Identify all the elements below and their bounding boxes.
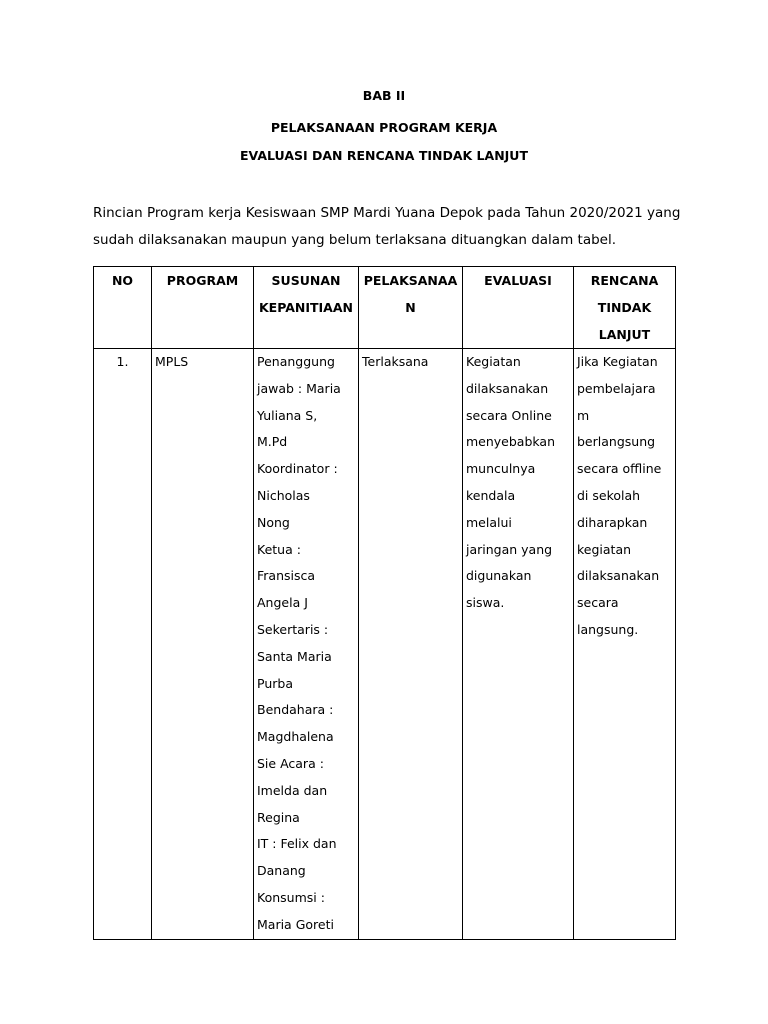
header-line: EVALUASI (484, 273, 552, 288)
cell-line: Santa Maria (257, 648, 332, 664)
cell-line: Sie Acara : (257, 755, 324, 771)
header-line: LANJUT (598, 327, 651, 342)
cell-line: secara Online (466, 407, 552, 423)
cell-line: Nong (257, 514, 290, 530)
intro-line: sudah dilaksanakan maupun yang belum terlaksana dituangkan dalam tabel. (93, 232, 617, 248)
table-row (94, 349, 676, 940)
cell-line: Terlaksana (362, 354, 429, 369)
cell-line: IT : Felix dan (257, 836, 337, 852)
cell-no: 1. (94, 349, 152, 940)
cell-line: dilaksanakan (577, 568, 660, 584)
cell-line: Ketua : (257, 541, 301, 557)
chapter-heading: BAB II (362, 88, 406, 103)
header-line: N (405, 300, 416, 315)
cell-line: digunakan (466, 568, 532, 584)
header-line: PROGRAM (166, 273, 239, 288)
table-header-row (94, 267, 676, 349)
cell-pelaksanaan (359, 349, 463, 940)
cell-line: Regina (257, 809, 300, 825)
header-line: KEPANITIAAN (258, 300, 353, 315)
cell-line: kendala (466, 487, 516, 503)
cell-line: Koordinator : (257, 461, 338, 477)
cell-line: jaringan yang (466, 541, 553, 557)
header-no (94, 267, 152, 349)
cell-line: diharapkan (577, 514, 648, 530)
header-evaluasi (463, 267, 574, 349)
header-line: PELAKSANAA (363, 273, 458, 288)
cell-line: kegiatan (577, 541, 632, 557)
cell-line: Penanggung (257, 354, 335, 369)
header-susunan-kepanitiaan (254, 267, 359, 349)
cell-rencana-tindak-lanjut (574, 349, 676, 940)
header-line: SUSUNAN (271, 273, 341, 288)
cell-line: dilaksanakan (466, 380, 549, 396)
cell-line: munculnya (466, 461, 536, 477)
cell-line: berlangsung (577, 434, 656, 450)
program-table (93, 266, 676, 940)
header-line: TINDAK (597, 300, 652, 315)
cell-line: di sekolah (577, 487, 641, 503)
header-pelaksanaan (359, 267, 463, 349)
cell-line: Angela J (257, 595, 308, 611)
header-line: RENCANA (590, 273, 659, 288)
section-subtitle: EVALUASI DAN RENCANA TINDAK LANJUT (240, 148, 528, 163)
cell-line: Fransisca (257, 568, 316, 584)
cell-line: M.Pd (257, 434, 288, 450)
cell-line: Kegiatan (466, 354, 521, 369)
cell-line: Jika Kegiatan (577, 354, 658, 369)
cell-line: Magdhalena (257, 729, 334, 745)
cell-line: Sekertaris : (257, 621, 329, 637)
cell-line: Yuliana S, (257, 407, 318, 423)
cell-line: menyebabkan (466, 434, 556, 450)
cell-line: jawab : Maria (257, 380, 341, 396)
cell-line: Maria Goreti (257, 916, 334, 932)
cell-program: MPLS (152, 349, 254, 940)
intro-paragraph (93, 200, 693, 254)
intro-line: Rincian Program kerja Kesiswaan SMP Mardi Yuana Depok pada Tahun 2020/2021 yang (93, 205, 681, 221)
cell-line: Danang (257, 863, 306, 879)
cell-evaluasi (463, 349, 574, 940)
cell-line: siswa. (466, 595, 505, 611)
cell-line: secara offline (577, 461, 662, 477)
cell-line: Bendahara : (257, 702, 334, 718)
cell-line: melalui (466, 514, 512, 530)
cell-line: Purba (257, 675, 293, 691)
cell-line: secara (577, 595, 619, 611)
cell-susunan-kepanitiaan (254, 349, 359, 940)
header-rencana-tindak-lanjut (574, 267, 676, 349)
cell-line: pembelajara (577, 380, 656, 396)
cell-line: Nicholas (257, 487, 310, 503)
cell-line: m (577, 407, 590, 423)
cell-line: Konsumsi : (257, 889, 325, 905)
header-line: NO (111, 273, 134, 288)
cell-line: langsung. (577, 621, 639, 637)
section-title: PELAKSANAAN PROGRAM KERJA (270, 120, 498, 135)
cell-line: Imelda dan (257, 782, 328, 798)
header-program (152, 267, 254, 349)
